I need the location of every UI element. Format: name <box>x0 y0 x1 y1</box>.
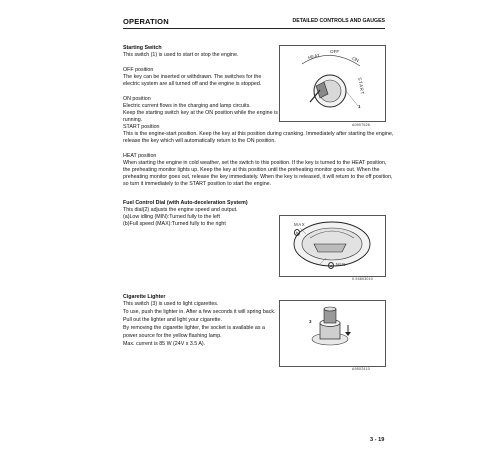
section-title: OPERATION <box>123 17 169 26</box>
key-switch-illustration <box>280 46 385 121</box>
callout-1: 1 <box>358 104 361 109</box>
min-label: MIN <box>336 262 346 267</box>
subsection-title: DETAILED CONTROLS AND GAUGES <box>292 18 385 24</box>
callout-b: b <box>296 230 299 235</box>
off-label: OFF <box>330 49 340 54</box>
start-position-line: This is the engine-start position. Keep the key at this position during cranking. Immediately after starting the engine, <box>123 131 394 137</box>
off-position-line: electric system are all turned off and the engine is stopped. <box>123 81 262 87</box>
cigarette-lighter-title: Cigarette Lighter <box>123 294 166 300</box>
on-position-title: ON position <box>123 96 151 102</box>
heat-position-line: When starting the engine in cold weather, set the switch to this position. If the key is turned to the HEAT position, <box>123 160 387 166</box>
starting-switch-intro: This switch (1) is used to start or stop the engine. <box>123 52 239 58</box>
figure-id: 0.94803010 <box>352 277 373 281</box>
starting-switch-title: Starting Switch <box>123 45 162 51</box>
fuel-dial-item-b: (b)Full speed (MAX):Turned fully to the right <box>123 221 226 227</box>
cigarette-lighter-line: This switch (3) is used to light cigarettes. <box>123 301 219 307</box>
page-header <box>123 17 385 28</box>
on-label: ON <box>351 55 360 64</box>
fuel-dial-intro: This dial(2) adjusts the engine speed and output. <box>123 207 238 213</box>
start-position-line: release the key which will automatically return to the ON position. <box>123 138 276 144</box>
off-position-line: The key can be inserted or withdrawn. The switches for the <box>123 74 262 80</box>
callout-a: a <box>330 263 333 268</box>
cigarette-lighter-illustration <box>280 301 385 366</box>
heat-position-title: HEAT position <box>123 153 157 159</box>
start-position-title: START position <box>123 124 160 130</box>
cigarette-lighter-line: By removing the cigarette lighter, the socket is available as a <box>123 325 265 331</box>
cigarette-lighter-line: To use, push the lighter in. After a few seconds it will spring back. <box>123 309 276 315</box>
figure-id: A0907528 <box>352 123 370 127</box>
on-position-line: running. <box>123 117 143 123</box>
heat-position-line: preheating monitor goes out, release the key immediately. When the key is released, it will return to the off position, <box>123 174 393 180</box>
heat-position-line: the preheating monitor lights up. Keep the key at this position until the preheating monitor goes out. When the <box>123 167 380 173</box>
on-position-line: Electric current flows in the charging and lamp circuits. <box>123 103 251 109</box>
header-rule <box>123 28 385 29</box>
on-position-line: Keep the starting switch key at the ON position while the engine is <box>123 110 278 116</box>
start-label: START <box>357 77 366 96</box>
heat-position-line: so turn it immediately to the START position to start the engine. <box>123 181 272 187</box>
page-number: 3 - 19 <box>370 437 385 443</box>
cigarette-lighter-figure <box>279 300 386 367</box>
fuel-dial-item-a: (a)Low idling (MIN):Turned fully to the left <box>123 214 220 220</box>
cigarette-lighter-line: power source for the yellow flashing lamp. <box>123 333 222 339</box>
fuel-dial-title: Fuel Control Dial (with Auto-deceleration System) <box>123 200 248 206</box>
figure-id: A9502410 <box>352 367 370 371</box>
heat-label: HEAT <box>307 52 321 61</box>
callout-3: 3 <box>309 319 312 324</box>
cigarette-lighter-line: Pull out the lighter and light your cigarette. <box>123 317 222 323</box>
off-position-title: OFF position <box>123 67 154 73</box>
starting-switch-figure <box>279 45 386 122</box>
max-label: MAX <box>294 222 306 227</box>
fuel-dial-figure <box>279 215 386 277</box>
cigarette-lighter-line: Max. current is 85 W (24V x 3.5 A). <box>123 341 206 347</box>
